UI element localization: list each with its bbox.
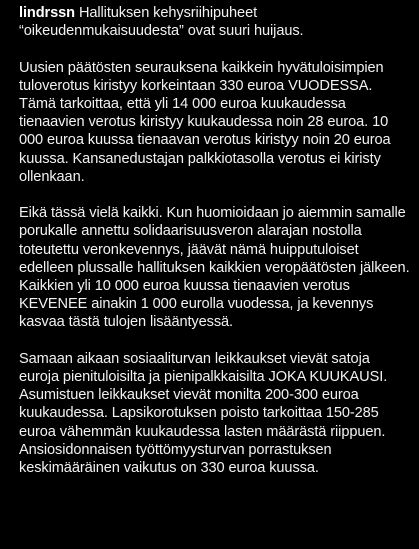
post-paragraph-3: Samaan aikaan sosiaaliturvan leikkaukset vievät satoja euroja pienituloisilta ja pienipalkkaisilta JOKA KUUKAUSI. Asumistuen leikkaukset vievät monilta 200-300 euroa kuukaudessa. Lapsikorotuksen poisto tarkoittaa 150-285 euroa vähemmän kuukaudessa lasten määrästä riippuen. Ansiosidonnaisen työttömyysturvan porrastuksen keskimääräinen vaikutus on 330 euroa kuussa.: [19, 350, 388, 477]
post-body: [19, 4, 411, 495]
post-username[interactable]: lindrssn: [19, 5, 75, 21]
post-paragraph-1: Uusien päätösten seurauksena kaikkein hyvätuloisimpien tuloverotus kiristyy korkeintaan 330 euroa VUODESSA. Tämä tarkoittaa, että yli 14 000 euroa kuukaudessa tienaavien verotus kiristyy kuukaudessa noin 28 euroa. 10 000 euroa kuussa tienaavan verotus kiristyy noin 20 euroa kuussa. Kansanedustajan palkkiotasolla verotus ei kiristy ollenkaan.: [19, 59, 391, 185]
post-paragraph-2: Eikä tässä vielä kaikki. Kun huomioidaan jo aiemmin samalle porukalle annettu solidaarisuusveron alarajan nostolla toteutettu veronkevennys, jäävät nämä huipputuloiset edelleen plussalle hallituksen kaikkien veropäätösten jälkeen. Kaikkien yli 10 000 euroa kuussa tienaavien verotus KEVENEE ainakin 1 000 eurolla vuodessa, ja kevennys kasvaa tästä tulojen lisääntyessä.: [19, 205, 410, 331]
post-first-paragraph: [19, 4, 411, 40]
post-intro-text: Hallituksen kehysriihipuheet “oikeudenmukaisuudesta” ovat suuri huijaus.: [19, 5, 304, 40]
